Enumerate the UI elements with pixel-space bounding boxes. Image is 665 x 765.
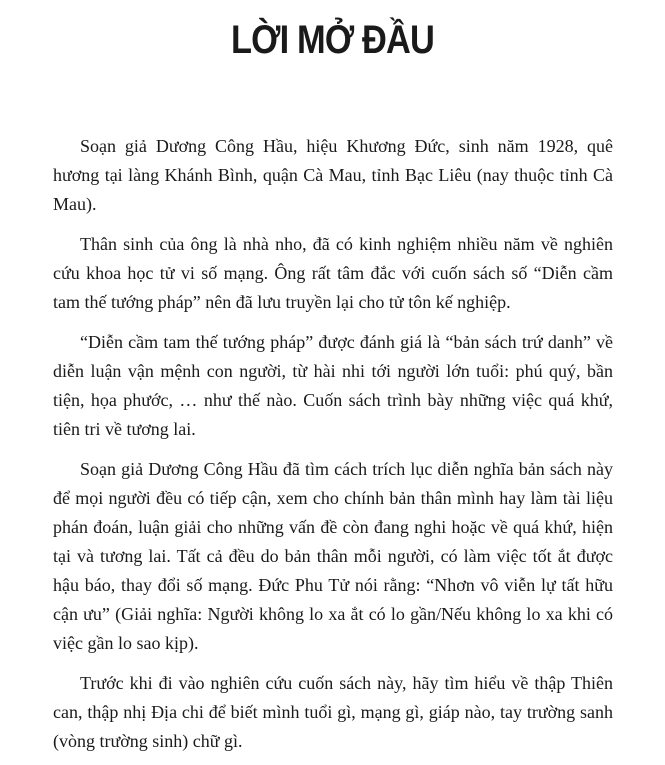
paragraph-5: Trước khi đi vào nghiên cứu cuốn sách này, hãy tìm hiểu về thập Thiên can, thập nhị Địa chi để biết mình tuổi gì, mạng gì, giáp nào, tay trường sanh (vòng trường sinh) chữ gì. <box>53 673 613 751</box>
paragraph-2: Thân sinh của ông là nhà nho, đã có kinh nghiệm nhiều năm về nghiên cứu khoa học tử vi số mạng. Ông rất tâm đắc với cuốn sách số “Diễn cầm tam thế tướng pháp” nên đã lưu truyền lại cho tử tôn kế nghiệp. <box>53 234 613 312</box>
paragraph-4: Soạn giả Dương Công Hầu đã tìm cách trích lục diễn nghĩa bản sách này để mọi người đều có tiếp cận, xem cho chính bản thân mình hay làm tài liệu phán đoán, luận giải cho những vấn đề còn đang nghi hoặc về quá khứ, hiện tại và tương lai. Tất cả đều do bản thân mỗi người, có làm việc tốt ắt được hậu báo, thay đổi số mạng. Đức Phu Tử nói rằng: “Nhơn vô viễn lự tất hữu cận ưu” (Giải nghĩa: Người không lo xa ắt có lo gần/Nếu không lo xa khi có việc gần lo sao kịp). <box>53 459 613 653</box>
paragraph-1: Soạn giả Dương Công Hầu, hiệu Khương Đức, sinh năm 1928, quê hương tại làng Khánh Bình, quận Cà Mau, tỉnh Bạc Liêu (nay thuộc tỉnh Cà Mau). <box>53 136 613 214</box>
page-title: LỜI MỞ ĐẦU <box>231 18 434 62</box>
paragraph-3: “Diễn cầm tam thế tướng pháp” được đánh giá là “bản sách trứ danh” về diễn luận vận mệnh con người, từ hài nhi tới người lớn tuổi: phú quý, bần tiện, họa phước, … như thế nào. Cuốn sách trình bày những việc quá khứ, tiên tri về tương lai. <box>53 332 613 439</box>
body-text <box>53 132 613 756</box>
